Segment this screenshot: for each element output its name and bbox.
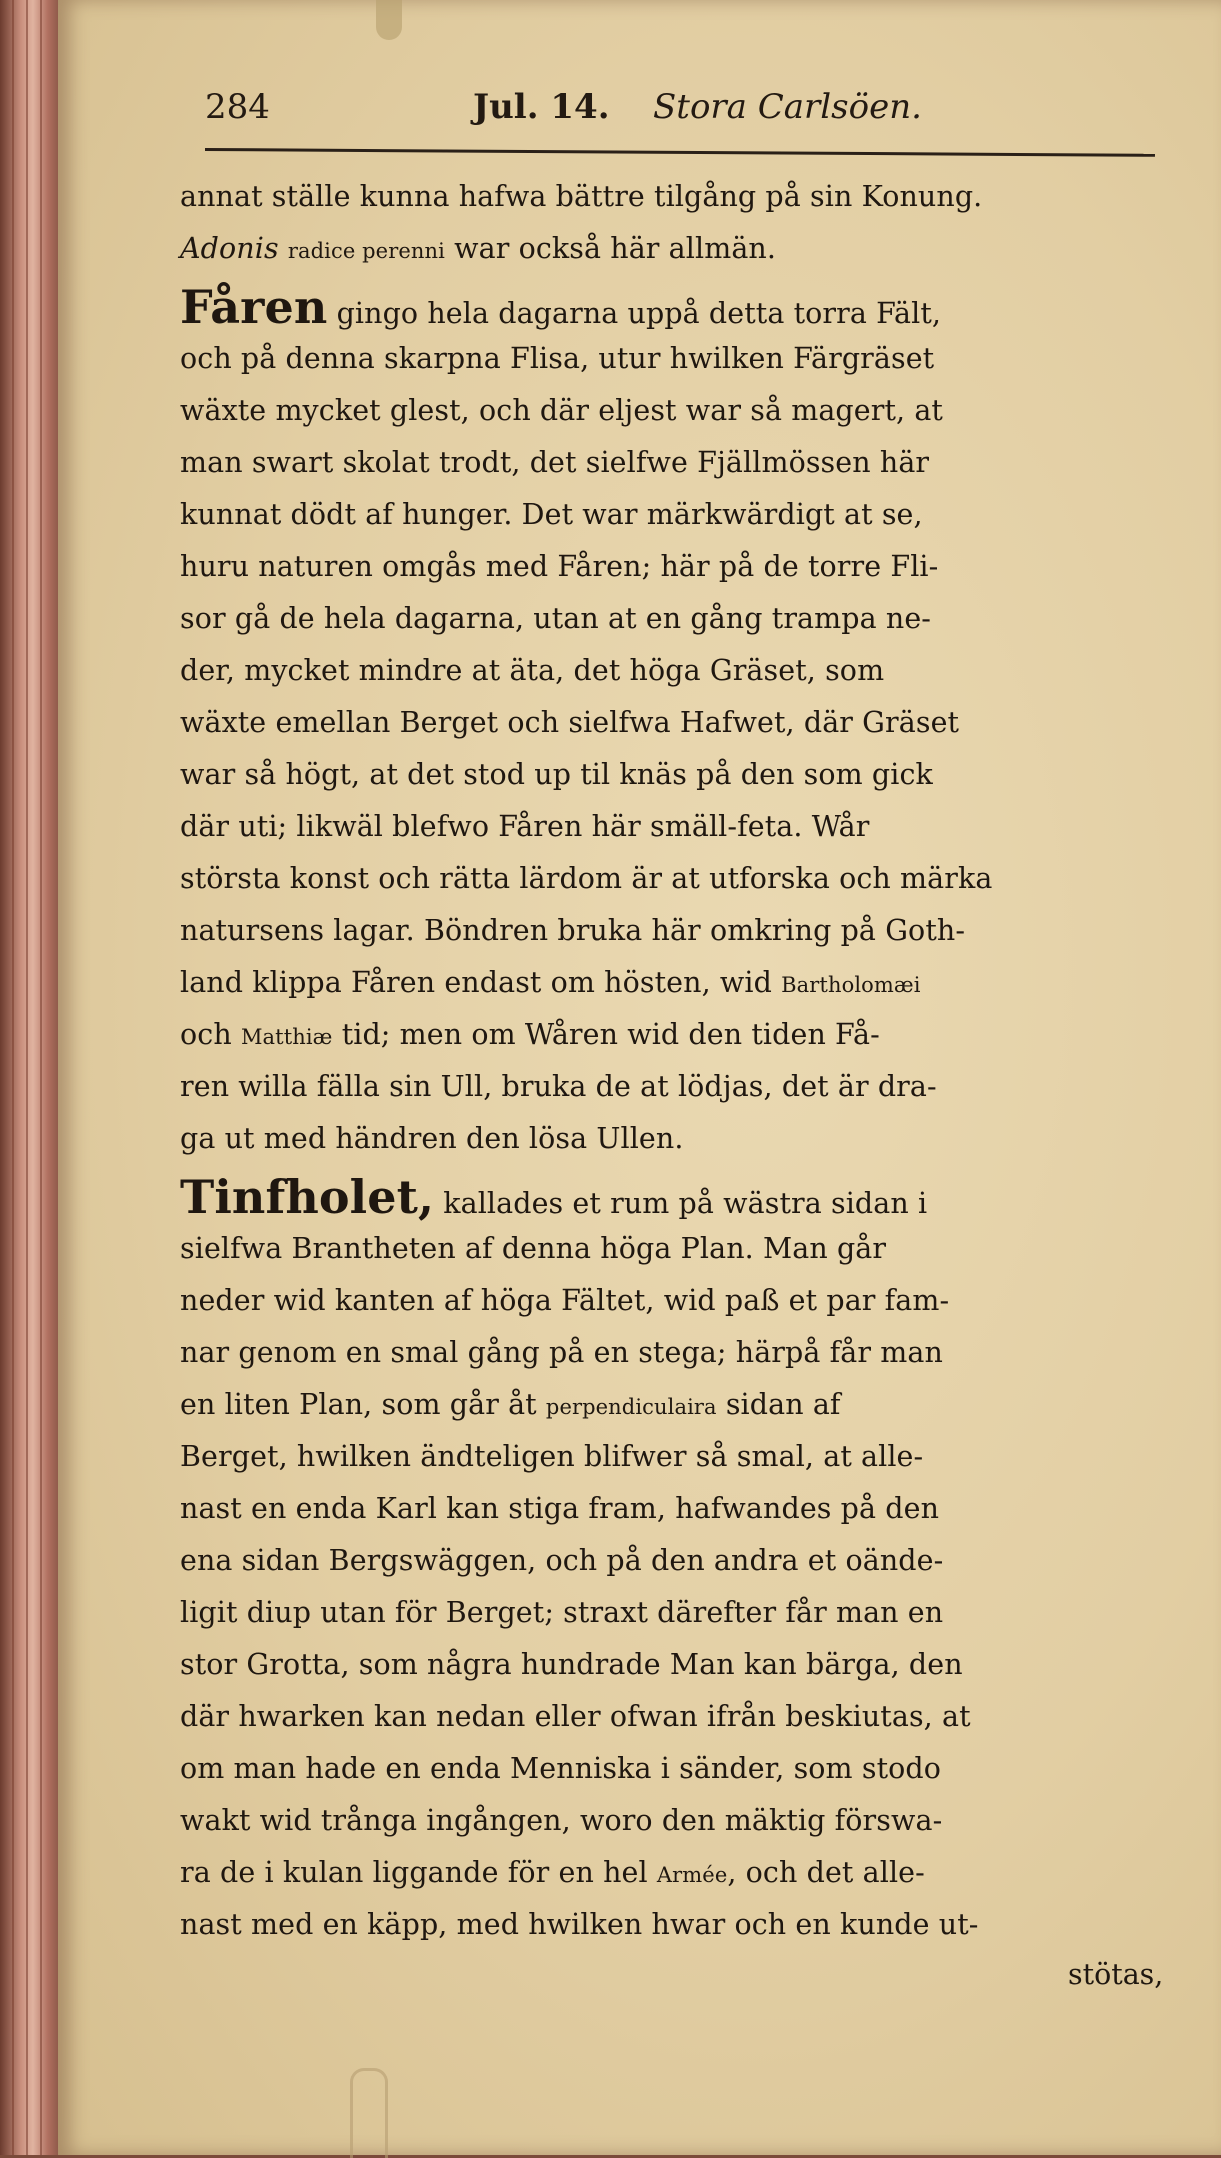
text-line: största konst och rätta lärdom är at utforska och märka [180, 862, 993, 895]
text-line: ga ut med händren den lösa Ullen. [180, 1122, 684, 1155]
page-number: 284 [205, 87, 270, 127]
text-line: sielfwa Brantheten af denna höga Plan. Man går [180, 1232, 887, 1265]
header-date: Jul. 14. [473, 87, 610, 127]
text-line: man swart skolat trodt, det sielfwe Fjällmössen här [180, 446, 930, 479]
text-line: land klippa Fåren endast om hösten, wid Bartholomæi [180, 966, 921, 999]
text-line: ren willa fälla sin Ull, bruka de at lödjas, det är dra- [180, 1070, 937, 1103]
running-header [205, 82, 1205, 142]
text-line: annat ställe kunna hafwa bättre tilgång på sin Konung. [180, 180, 983, 213]
text-line: ena sidan Bergswäggen, och på den andra et oände- [180, 1544, 944, 1577]
text-line: där hwarken kan nedan eller ofwan ifrån beskiutas, at [180, 1700, 971, 1733]
section-initial-word: Tinfholet, [180, 1170, 435, 1224]
text-line: huru naturen omgås med Fåren; här på de torre Fli- [180, 550, 939, 583]
binding-stripe [26, 0, 28, 2155]
latin-term: Armée [656, 1863, 728, 1887]
binding-stripe [12, 0, 14, 2155]
text-line: ra de i kulan liggande för en hel Armée, och det alle- [180, 1856, 925, 1889]
text-line: sor gå de hela dagarna, utan at en gång trampa ne- [180, 602, 932, 635]
catchword: stötas, [1068, 1958, 1164, 1991]
text-line: nast en enda Karl kan stiga fram, hafwandes på den [180, 1492, 940, 1525]
text-line: Tinfholet, kallades et rum på wästra sidan i [180, 1170, 928, 1224]
text-line: nast med en käpp, med hwilken hwar och en kunde ut- [180, 1908, 979, 1941]
latin-term: radice perenni [287, 239, 445, 263]
text-line: Fåren gingo hela dagarna uppå detta torra Fält, [180, 280, 942, 334]
paper-stain-mark [376, 0, 402, 40]
book-binding-edge [0, 0, 60, 2155]
text-line: och på denna skarpna Flisa, utur hwilken Färgräset [180, 342, 935, 375]
section-initial-word: Fåren [180, 280, 328, 334]
header-place: Stora Carlsöen. [653, 87, 922, 127]
text-line: nar genom en smal gång på en stega; härpå får man [180, 1336, 943, 1369]
text-line: natursens lagar. Böndren bruka här omkring på Goth- [180, 914, 966, 947]
text-line: wakt wid trånga ingången, woro den mäktig förswa- [180, 1804, 943, 1837]
latin-term: Bartholomæi [781, 973, 921, 997]
text-line: neder wid kanten af höga Fältet, wid paß et par fam- [180, 1284, 950, 1317]
text-line: war så högt, at det stod up til knäs på den som gick [180, 758, 933, 791]
binding-stripe [40, 0, 42, 2155]
text-line: der, mycket mindre at äta, det höga Gräset, som [180, 654, 885, 687]
text-line: kunnat dödt af hunger. Det war märkwärdigt at se, [180, 498, 923, 531]
text-line: en liten Plan, som går åt perpendiculaira sidan af [180, 1388, 841, 1421]
text-line: stor Grotta, som några hundrade Man kan bärga, den [180, 1648, 963, 1681]
text-line: Berget, hwilken ändteligen blifwer så smal, at alle- [180, 1440, 924, 1473]
plant-name: Adonis [180, 232, 279, 265]
text-line: ligit diup utan för Berget; straxt därefter får man en [180, 1596, 944, 1629]
paper-stain-mark [350, 2068, 388, 2158]
text-line: Adonis radice perenni war också här allmän. [180, 232, 777, 265]
text-line: wäxte mycket glest, och där eljest war så magert, at [180, 394, 943, 427]
text-line: där uti; likwäl blefwo Fåren här smäll-feta. Wår [180, 810, 870, 843]
latin-term: perpendiculaira [545, 1395, 717, 1419]
text-line: wäxte emellan Berget och sielfwa Hafwet, där Gräset [180, 706, 960, 739]
text-line: om man hade en enda Menniska i sänder, som stodo [180, 1752, 941, 1785]
latin-term: Matthiæ [240, 1025, 333, 1049]
text-line: och Matthiæ tid; men om Wåren wid den tiden Få- [180, 1018, 880, 1051]
